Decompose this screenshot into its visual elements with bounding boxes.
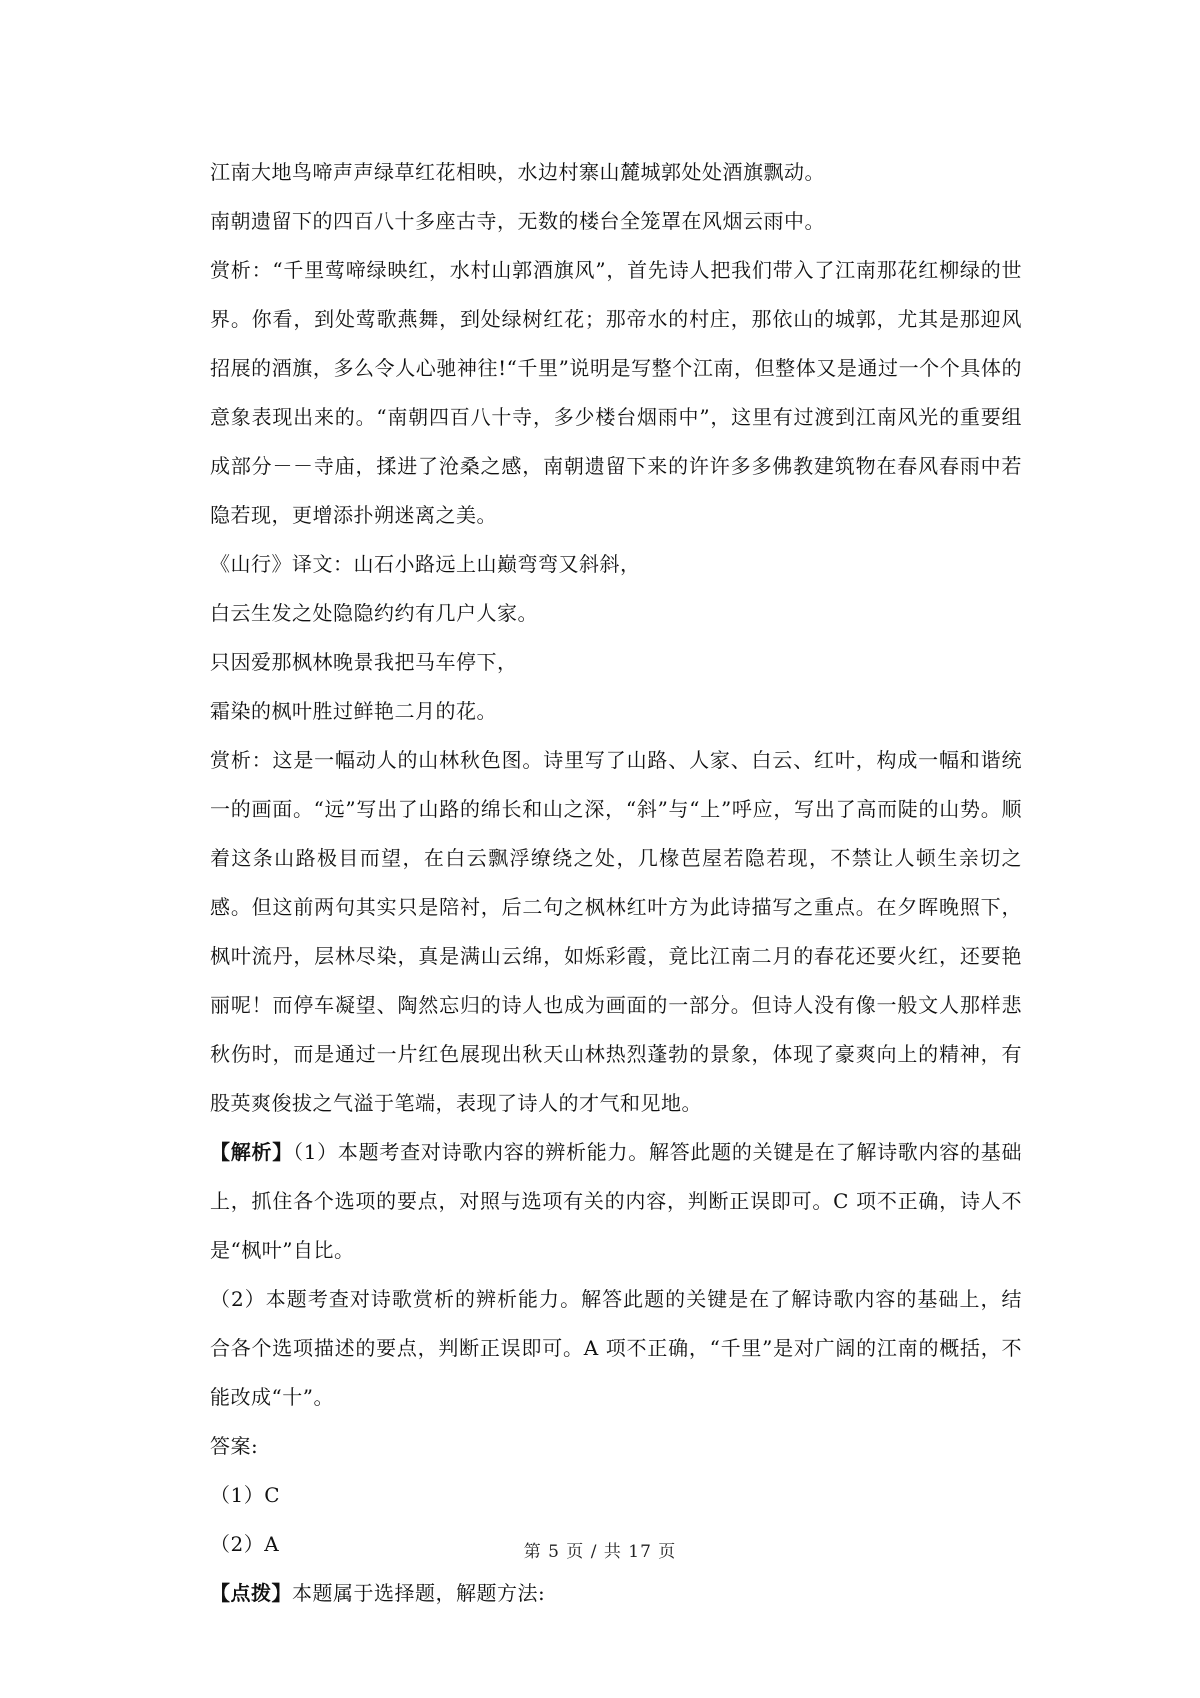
paragraph-translation-line-1: 江南大地鸟啼声声绿草红花相映，水边村寨山麓城郭处处酒旗飘动。 [210,160,825,184]
document-body [210,148,1022,1618]
paragraph-shanxing-translation-4: 霜染的枫叶胜过鲜艳二月的花。 [210,699,497,723]
analysis-paragraph-1 [210,1128,1022,1275]
page-number-footer: 第 5 页 / 共 17 页 [523,1542,677,1562]
paragraph-translation-line-2: 南朝遗留下的四百八十多座古寺，无数的楼台全笼罩在风烟云雨中。 [210,209,825,233]
answers-label: 答案: [210,1434,259,1458]
tip-text: 本题属于选择题，解题方法: [292,1581,546,1605]
tip-label: 【点拨】 [210,1581,292,1605]
answer-item-1: （1）C [210,1483,281,1507]
analysis-paragraph-2: （2）本题考查对诗歌赏析的辨析能力。解答此题的关键是在了解诗歌内容的基础上，结合各个选项描述的要点，判断正误即可。A 项不正确，“千里”是对广阔的江南的概括，不能改成“十”。 [210,1287,1022,1409]
analysis-text-1: （1）本题考查对诗歌内容的辨析能力。解答此题的关键是在了解诗歌内容的基础上，抓住各个选项的要点，对照与选项有关的内容，判断正误即可。C 项不正确，诗人不是“枫叶”自比。 [210,1140,1022,1262]
tip-paragraph [210,1569,1022,1618]
paragraph-shanxing-translation-3: 只因爱那枫林晚景我把马车停下， [210,650,518,674]
paragraph-shanxing-translation-2: 白云生发之处隐隐约约有几户人家。 [210,601,538,625]
analysis-label: 【解析】 [210,1140,293,1164]
paragraph-shanxing-translation-1: 《山行》译文：山石小路远上山巅弯弯又斜斜， [210,552,641,576]
paragraph-appreciation-shanxing: 赏析：这是一幅动人的山林秋色图。诗里写了山路、人家、白云、红叶，构成一幅和谐统一的画面。“远”写出了山路的绵长和山之深，“斜”与“上”呼应，写出了高而陡的山势。顺着这条山路极目而望，在白云飘浮缭绕之处，几椽芭屋若隐若现，不禁让人顿生亲切之感。但这前两句其实只是陪衬，后二句之枫林红叶方为此诗描写之重点。在夕晖晚照下，枫叶流丹，层林尽染，真是满山云绵，如烁彩霞，竟比江南二月的春花还要火红，还要艳丽呢！而停车凝望、陶然忘归的诗人也成为画面的一部分。但诗人没有像一般文人那样悲秋伤时，而是通过一片红色展现出秋天山林热烈蓬勃的景象，体现了豪爽向上的精神，有股英爽俊拔之气溢于笔端，表现了诗人的才气和见地。 [210,748,1022,1115]
paragraph-appreciation-jiangnan: 赏析：“千里莺啼绿映红，水村山郭酒旗风”，首先诗人把我们带入了江南那花红柳绿的世界。你看，到处莺歌燕舞，到处绿树红花；那帝水的村庄，那依山的城郭，尤其是那迎风招展的酒旗，多么令人心驰神往!“千里”说明是写整个江南，但整体又是通过一个个具体的意象表现出来的。“南朝四百八十寺，多少楼台烟雨中”，这里有过渡到江南风光的重要组成部分－－寺庙，揉进了沧桑之感，南朝遗留下来的许许多多佛教建筑物在春风春雨中若隐若现，更增添扑朔迷离之美。 [210,258,1022,527]
answer-item-2: （2）A [210,1532,280,1556]
